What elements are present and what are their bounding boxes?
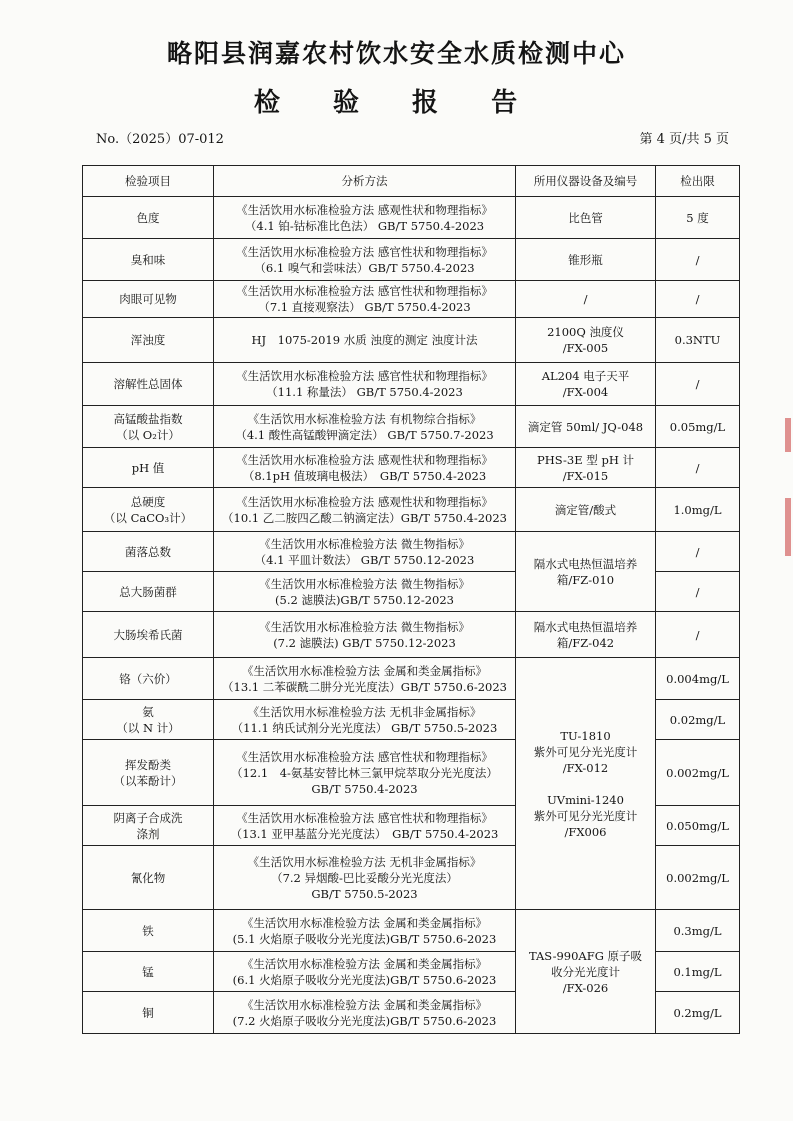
cell-item: 肉眼可见物 [83, 281, 214, 318]
cell-item: 阴离子合成洗 涤剂 [83, 806, 214, 846]
seal-edge-mark [785, 418, 791, 452]
cell-method: 《生活饮用水标准检验方法 金属和类金属指标》 (7.2 火焰原子吸收分光光度法)GB/T 5750.6-2023 [214, 992, 516, 1034]
cell-method: 《生活饮用水标准检验方法 感观性状和物理指标》 （10.1 乙二胺四乙酸二钠滴定法）GB/T 5750.4-2023 [214, 488, 516, 532]
cell-limit: 5 度 [656, 197, 740, 239]
cell-instrument: AL204 电子天平 /FX-004 [516, 363, 656, 406]
cell-method: 《生活饮用水标准检验方法 微生物指标》 (7.2 滤膜法) GB/T 5750.12-2023 [214, 612, 516, 658]
header-instrument: 所用仪器设备及编号 [516, 166, 656, 197]
table-row [83, 488, 740, 532]
cell-item: 总大肠菌群 [83, 572, 214, 612]
seal-edge-mark [785, 498, 791, 556]
inspection-table [82, 165, 740, 1034]
cell-method: 《生活饮用水标准检验方法 感官性状和物理指标》 （7.1 直接观察法） GB/T 5750.4-2023 [214, 281, 516, 318]
table-header-row [83, 166, 740, 197]
table-row [83, 658, 740, 700]
cell-limit: 0.05mg/L [656, 406, 740, 448]
cell-limit: 0.2mg/L [656, 992, 740, 1034]
cell-item: 氰化物 [83, 846, 214, 910]
report-number: No.（2025）07-012 [96, 132, 224, 147]
table-row [83, 318, 740, 363]
cell-instrument: 滴定管/酸式 [516, 488, 656, 532]
cell-limit: / [656, 239, 740, 281]
cell-limit: 0.1mg/L [656, 952, 740, 992]
cell-limit: 0.004mg/L [656, 658, 740, 700]
cell-method: 《生活饮用水标准检验方法 微生物指标》 (5.2 滤膜法)GB/T 5750.12-2023 [214, 572, 516, 612]
cell-limit: / [656, 363, 740, 406]
cell-limit: 0.050mg/L [656, 806, 740, 846]
cell-instrument: 2100Q 浊度仪 /FX-005 [516, 318, 656, 363]
cell-limit: / [656, 281, 740, 318]
cell-item: 锰 [83, 952, 214, 992]
page-indicator: 第 4 页/共 5 页 [639, 132, 729, 147]
cell-method: 《生活饮用水标准检验方法 感观性状和物理指标》 （4.1 铂-钴标准比色法） GB/T 5750.4-2023 [214, 197, 516, 239]
cell-item: 浑浊度 [83, 318, 214, 363]
cell-method: 《生活饮用水标准检验方法 金属和类金属指标》 (6.1 火焰原子吸收分光光度法)GB/T 5750.6-2023 [214, 952, 516, 992]
cell-item: 菌落总数 [83, 532, 214, 572]
cell-method: 《生活饮用水标准检验方法 感官性状和物理指标》 （13.1 亚甲基蓝分光光度法） GB/T 5750.4-2023 [214, 806, 516, 846]
table-row [83, 612, 740, 658]
cell-method: 《生活饮用水标准检验方法 金属和类金属指标》 (5.1 火焰原子吸收分光光度法)GB/T 5750.6-2023 [214, 910, 516, 952]
cell-limit: 0.002mg/L [656, 740, 740, 806]
cell-instrument: 滴定管 50ml/ JQ-048 [516, 406, 656, 448]
cell-item: 溶解性总固体 [83, 363, 214, 406]
cell-limit: 1.0mg/L [656, 488, 740, 532]
cell-item: pH 值 [83, 448, 214, 488]
cell-item: 氨 （以 N 计） [83, 700, 214, 740]
cell-method: 《生活饮用水标准检验方法 无机非金属指标》 （7.2 异烟酸-巴比妥酸分光光度法） GB/T 5750.5-2023 [214, 846, 516, 910]
table-row [83, 197, 740, 239]
table-row [83, 910, 740, 952]
cell-instrument: 比色管 [516, 197, 656, 239]
cell-item: 铁 [83, 910, 214, 952]
table-row [83, 532, 740, 572]
cell-item: 铬（六价） [83, 658, 214, 700]
report-title: 检 验 报 告 [253, 88, 540, 118]
table-row [83, 281, 740, 318]
cell-instrument: TU-1810 紫外可见分光光度计 /FX-012 UVmini-1240 紫外可见分光光度计 /FX006 [516, 658, 656, 910]
table-row [83, 406, 740, 448]
cell-item: 大肠埃希氏菌 [83, 612, 214, 658]
table-row [83, 448, 740, 488]
cell-item: 高锰酸盐指数 （以 O₂计） [83, 406, 214, 448]
cell-method: 《生活饮用水标准检验方法 微生物指标》 （4.1 平皿计数法） GB/T 5750.12-2023 [214, 532, 516, 572]
cell-instrument: / [516, 281, 656, 318]
cell-method: 《生活饮用水标准检验方法 感官性状和物理指标》 （11.1 称量法） GB/T 5750.4-2023 [214, 363, 516, 406]
cell-limit: / [656, 532, 740, 572]
cell-method: 《生活饮用水标准检验方法 感观性状和物理指标》 （8.1pH 值玻璃电极法） GB/T 5750.4-2023 [214, 448, 516, 488]
table-row [83, 363, 740, 406]
cell-limit: 0.3NTU [656, 318, 740, 363]
cell-method: 《生活饮用水标准检验方法 无机非金属指标》 （11.1 纳氏试剂分光光度法） GB/T 5750.5-2023 [214, 700, 516, 740]
cell-limit: / [656, 612, 740, 658]
header-limit: 检出限 [656, 166, 740, 197]
cell-item: 总硬度 （以 CaCO₃计） [83, 488, 214, 532]
cell-method: 《生活饮用水标准检验方法 感官性状和物理指标》 （12.1 4-氨基安替比林三氯甲烷萃取分光光度法） GB/T 5750.4-2023 [214, 740, 516, 806]
cell-item: 挥发酚类 （以苯酚计） [83, 740, 214, 806]
cell-instrument: 隔水式电热恒温培养 箱/FZ-010 [516, 532, 656, 612]
header-item: 检验项目 [83, 166, 214, 197]
cell-instrument: TAS-990AFG 原子吸 收分光光度计 /FX-026 [516, 910, 656, 1034]
cell-limit: 0.3mg/L [656, 910, 740, 952]
cell-method: 《生活饮用水标准检验方法 金属和类金属指标》 （13.1 二苯碳酰二肼分光光度法）GB/T 5750.6-2023 [214, 658, 516, 700]
cell-item: 色度 [83, 197, 214, 239]
cell-instrument: 锥形瓶 [516, 239, 656, 281]
cell-limit: / [656, 572, 740, 612]
cell-method: 《生活饮用水标准检验方法 感官性状和物理指标》 （6.1 嗅气和尝味法）GB/T 5750.4-2023 [214, 239, 516, 281]
table-row [83, 239, 740, 281]
header-method: 分析方法 [214, 166, 516, 197]
report-org-title: 略阳县润嘉农村饮水安全水质检测中心 [166, 39, 626, 68]
cell-limit: / [656, 448, 740, 488]
cell-instrument: PHS-3E 型 pH 计 /FX-015 [516, 448, 656, 488]
cell-instrument: 隔水式电热恒温培养 箱/FZ-042 [516, 612, 656, 658]
cell-limit: 0.002mg/L [656, 846, 740, 910]
cell-item: 臭和味 [83, 239, 214, 281]
cell-method: 《生活饮用水标准检验方法 有机物综合指标》 （4.1 酸性高锰酸钾滴定法） GB/T 5750.7-2023 [214, 406, 516, 448]
cell-item: 铜 [83, 992, 214, 1034]
cell-method: HJ 1075-2019 水质 浊度的测定 浊度计法 [214, 318, 516, 363]
cell-limit: 0.02mg/L [656, 700, 740, 740]
